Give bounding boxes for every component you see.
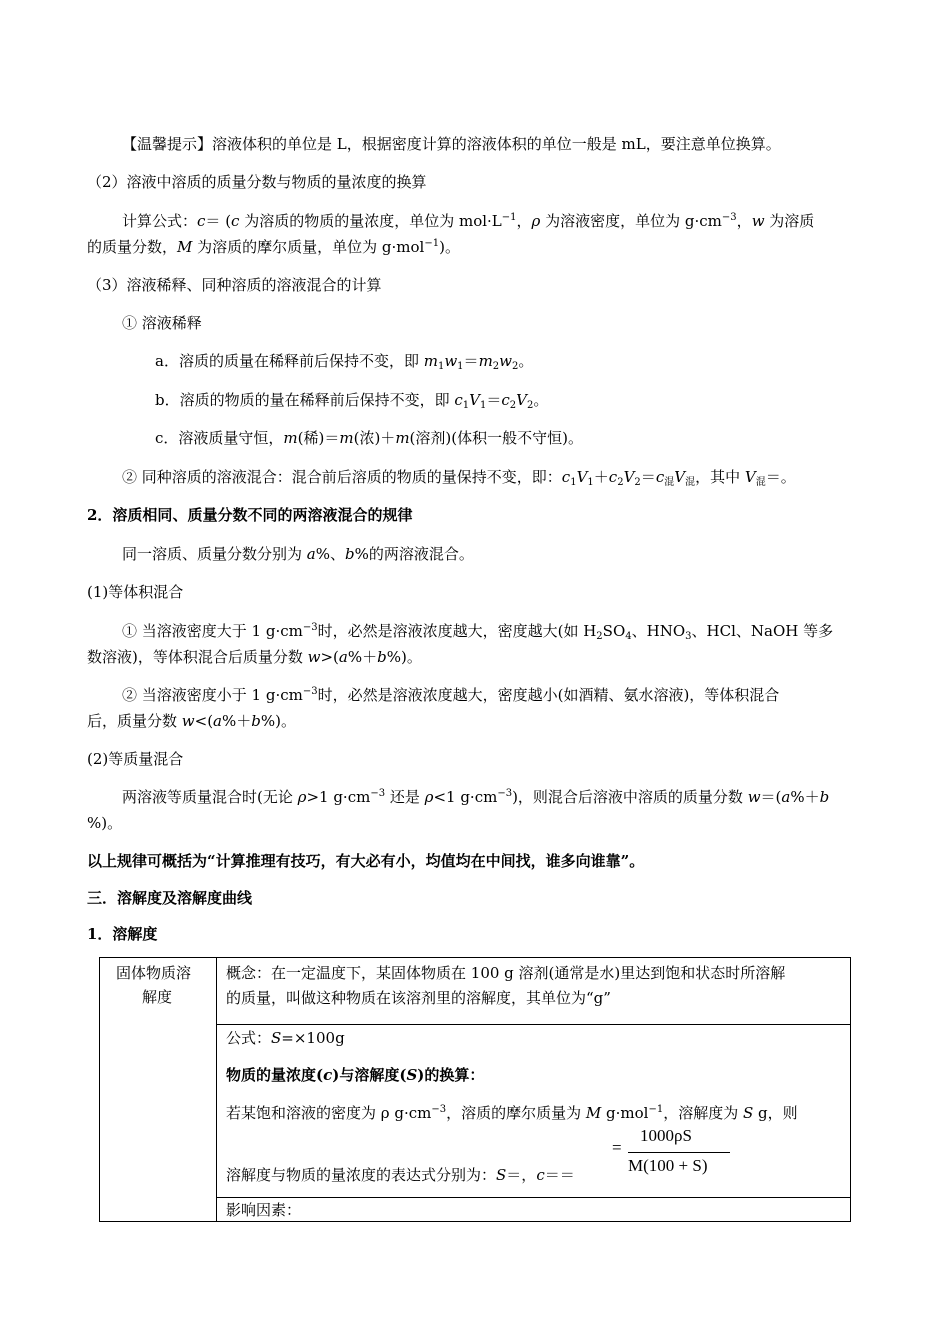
var-V: V: [516, 391, 528, 409]
saturated-solution-line: [226, 1101, 798, 1125]
subscript: 1: [462, 400, 470, 411]
subscript: 1: [457, 361, 464, 372]
text: a．溶质的质量在稀释前后保持不变，即: [155, 352, 424, 370]
subscript: 2: [492, 361, 500, 372]
text: c．溶液质量守恒，: [155, 429, 284, 447]
var-V: V: [623, 468, 635, 486]
text: %的两溶液混合。: [354, 545, 474, 563]
var-w: w: [499, 352, 513, 370]
var-b: b: [377, 648, 387, 666]
text: 物质的量浓度(: [226, 1066, 324, 1084]
var-a: a: [213, 712, 222, 730]
text: SO: [602, 622, 626, 640]
var-w: w: [751, 212, 765, 230]
text: 同一溶质、质量分数分别为: [122, 545, 307, 563]
formula-text: 的质量分数，: [87, 238, 178, 256]
var-V: V: [576, 468, 588, 486]
superscript: −3: [302, 622, 318, 633]
text: 、HCl、NaOH 等多: [691, 622, 834, 640]
formula-text: )。: [439, 238, 460, 256]
equal-volume-2-line-2: [87, 711, 296, 731]
var-w: w: [747, 788, 761, 806]
section-2-title: （2）溶液中溶质的质量分数与物质的量浓度的换算: [87, 173, 427, 191]
text: 两溶液等质量混合时(无论: [122, 788, 298, 806]
text: 、HNO: [631, 622, 686, 640]
formula-text: 为溶质的物质的量浓度，单位为 mol·L: [239, 212, 502, 230]
text: 时，必然是溶液浓度越大，密度越大(如 H: [317, 622, 597, 640]
var-b: b: [345, 545, 355, 563]
dilution-title: ① 溶液稀释: [122, 314, 202, 332]
superscript: −1: [648, 1104, 664, 1115]
expression-line: [226, 1163, 575, 1187]
subscript: 1: [480, 400, 487, 411]
text: %＋: [222, 712, 252, 730]
var-S: S: [742, 1104, 754, 1122]
var-c: c: [501, 391, 510, 409]
text: ＝＝: [544, 1166, 575, 1184]
var-a: a: [781, 788, 791, 806]
text: %)。: [260, 712, 296, 730]
plus: ＋: [593, 468, 609, 486]
formula-text: ，: [736, 212, 752, 230]
table-divider: [216, 1024, 850, 1025]
table-left-label-line-2: 解度: [142, 988, 173, 1006]
subscript: 混: [685, 477, 696, 488]
equals: ＝: [463, 352, 479, 370]
subscript: 2: [617, 477, 624, 488]
equal-volume-title: (1)等体积混合: [87, 583, 184, 601]
text: 公式：: [226, 1029, 272, 1047]
text: <1 g·cm: [433, 788, 498, 806]
subsection-1-heading: 1．溶解度: [87, 925, 158, 943]
text: %＋: [790, 788, 820, 806]
var-m: m: [395, 429, 410, 447]
var-a: a: [306, 545, 316, 563]
subscript: 4: [625, 631, 632, 642]
var-c: c: [655, 468, 665, 486]
superscript: −3: [370, 788, 386, 799]
var-w: w: [307, 648, 321, 666]
text: 数溶液)，等体积混合后质量分数: [87, 648, 308, 666]
var-m: m: [339, 429, 354, 447]
text: (稀)＝: [297, 429, 340, 447]
influencing-factors: 影响因素：: [226, 1201, 302, 1219]
table-divider: [216, 1197, 850, 1198]
subscript: 1: [437, 361, 445, 372]
section-3-title: （3）溶液稀释、同种溶质的溶液混合的计算: [87, 276, 382, 294]
var-w: w: [444, 352, 458, 370]
subscript: 2: [512, 361, 519, 372]
var-c: c: [231, 212, 240, 230]
text: )的换算：: [417, 1066, 485, 1084]
text: =×100g: [281, 1029, 345, 1047]
dilution-b: [155, 390, 548, 410]
var-c: c: [323, 1066, 333, 1084]
fraction-bar: [628, 1152, 730, 1153]
text: >1 g·cm: [306, 788, 371, 806]
equals: ＝: [640, 468, 656, 486]
subscript: 1: [587, 477, 594, 488]
text: ，其中: [695, 468, 745, 486]
equal-volume-2-line-1: [122, 685, 779, 705]
text: <(: [194, 712, 214, 730]
subscript: 混: [664, 477, 675, 488]
subscript: 1: [570, 477, 577, 488]
var-V: V: [674, 468, 686, 486]
subscript: 2: [596, 631, 603, 642]
var-c: c: [536, 1166, 545, 1184]
text: %＋: [347, 648, 378, 666]
formula-line-2: [87, 237, 460, 257]
superscript: −3: [431, 1104, 447, 1115]
summary: 以上规律可概括为“计算推理有技巧，有大必有小，均值均在中间找，谁多向谁靠”。: [87, 852, 645, 870]
concept-line-2: 的质量，叫做这种物质在该溶剂里的溶解度，其单位为“g”: [226, 989, 611, 1007]
var-m: m: [423, 352, 438, 370]
equals: ＝: [486, 391, 502, 409]
text: %、: [315, 545, 345, 563]
var-rho: ρ: [531, 212, 541, 230]
superscript: −1: [424, 238, 440, 249]
text: 溶解度与物质的量浓度的表达式分别为：: [226, 1166, 497, 1184]
text: (溶剂)(体积一般不守恒)。: [409, 429, 583, 447]
formula-text: 为溶质的摩尔质量，单位为 g·mol: [192, 238, 425, 256]
subscript: 2: [527, 400, 534, 411]
equal-volume-1-line-2: [87, 647, 422, 667]
equal-volume-1-line-1: [122, 621, 833, 641]
text: )与溶解度(: [332, 1066, 407, 1084]
var-m: m: [283, 429, 298, 447]
var-c: c: [608, 468, 618, 486]
var-rho: ρ: [424, 788, 434, 806]
var-M: M: [177, 238, 193, 256]
text: ② 同种溶质的溶液混合：混合前后溶质的物质的量保持不变，即：: [122, 468, 562, 486]
text: ＝。: [765, 468, 796, 486]
conversion-heading: [226, 1063, 484, 1087]
superscript: −3: [721, 212, 737, 223]
subscript: 2: [634, 477, 641, 488]
equal-mass-line-1: [122, 787, 829, 807]
dilution-a: [155, 351, 533, 371]
formula-line-1: [122, 211, 814, 231]
text: )，则混合后溶液中溶质的质量分数: [512, 788, 748, 806]
text: b．溶质的物质的量在稀释前后保持不变，即: [155, 391, 455, 409]
text: 若某饱和溶液的密度为 ρ g·cm: [226, 1104, 432, 1122]
table-divider: [216, 958, 217, 1221]
formula-lead: 计算公式：: [122, 212, 198, 230]
subscript: 3: [685, 631, 692, 642]
subscript: 2: [509, 400, 517, 411]
var-b: b: [251, 712, 261, 730]
rule-2-intro: [122, 544, 474, 564]
mixing-same-solute: [122, 467, 796, 487]
table-left-label-line-1: 固体物质溶: [116, 964, 192, 982]
superscript: −1: [501, 212, 517, 223]
text: >(: [320, 648, 339, 666]
text: ＝，: [506, 1166, 537, 1184]
text: %)。: [386, 648, 422, 666]
tip: [122, 134, 781, 154]
tip-head: 【温馨提示】: [122, 135, 213, 153]
text: (浓)＋: [353, 429, 396, 447]
var-V: V: [469, 391, 480, 409]
superscript: −3: [302, 686, 318, 697]
subscript: 混: [755, 477, 766, 488]
var-m: m: [478, 352, 493, 370]
var-M: M: [585, 1104, 602, 1122]
text: ＝(: [760, 788, 782, 806]
equal-mass-title: (2)等质量混合: [87, 750, 184, 768]
var-a: a: [338, 648, 348, 666]
var-S: S: [496, 1166, 507, 1184]
var-S: S: [271, 1029, 282, 1047]
formula-S: [226, 1026, 345, 1050]
formula-text: ，: [516, 212, 532, 230]
var-V: V: [744, 468, 756, 486]
text: 。: [533, 391, 549, 409]
tip-body: 溶液体积的单位是 L，根据密度计算的溶液体积的单位一般是 mL，要注意单位换算。: [212, 135, 781, 153]
formula-eq: ＝ (: [205, 212, 232, 230]
dilution-c: [155, 428, 583, 448]
var-c: c: [197, 212, 206, 230]
text: ① 当溶液密度大于 1 g·cm: [122, 622, 303, 640]
var-S: S: [406, 1066, 418, 1084]
var-rho: ρ: [297, 788, 307, 806]
section-3-heading: 三．溶解度及溶解度曲线: [87, 889, 253, 907]
text: g，则: [753, 1104, 798, 1122]
text: 。: [518, 352, 534, 370]
solubility-table: [99, 957, 851, 1222]
text: g·mol: [601, 1104, 649, 1122]
var-c: c: [561, 468, 571, 486]
text: ，溶解度为: [663, 1104, 743, 1122]
text: 后，质量分数: [87, 712, 182, 730]
formula-text: 为溶质: [764, 212, 815, 230]
equal-mass-line-2: %)。: [87, 814, 123, 832]
text: ，溶质的摩尔质量为: [446, 1104, 586, 1122]
text: ② 当溶液密度小于 1 g·cm: [122, 686, 303, 704]
concept-line-1: 概念：在一定温度下，某固体物质在 100 g 溶剂(通常是水)里达到饱和状态时所溶解: [226, 964, 786, 982]
text: 时，必然是溶液浓度越大，密度越小(如酒精、氨水溶液)，等体积混合: [317, 686, 780, 704]
fraction-denominator: M(100 + S): [628, 1156, 708, 1175]
fraction-numerator: 1000ρS: [640, 1126, 692, 1145]
fraction-equals: =: [612, 1138, 622, 1157]
var-c: c: [454, 391, 463, 409]
text: 还是: [385, 788, 425, 806]
formula-text: 为溶液密度，单位为 g·cm: [540, 212, 722, 230]
var-w: w: [181, 712, 195, 730]
superscript: −3: [497, 788, 513, 799]
var-b: b: [819, 788, 830, 806]
rule-2-title: 2．溶质相同、质量分数不同的两溶液混合的规律: [87, 506, 413, 524]
